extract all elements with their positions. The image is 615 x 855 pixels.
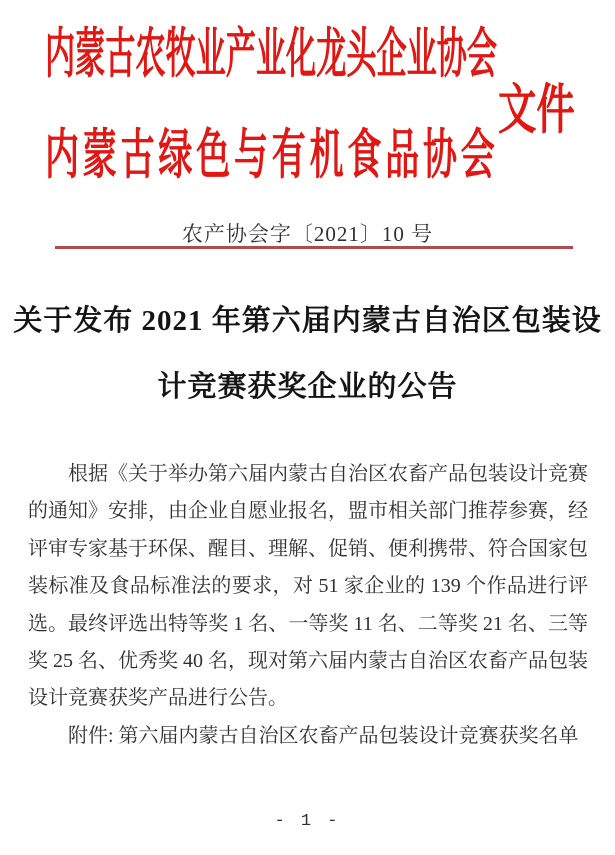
document-title bbox=[0, 288, 615, 420]
reference-number: 农产协会字〔2021〕10 号 bbox=[181, 222, 434, 246]
title-line-2: 计竞赛获奖企业的公告 bbox=[157, 371, 458, 403]
title-line-1: 关于发布 2021 年第六届内蒙古自治区包装设 bbox=[13, 305, 602, 337]
page-number: - 1 - bbox=[274, 812, 341, 831]
red-divider-line bbox=[55, 246, 573, 249]
issuer-name-primary: 内蒙古农牧业产业化龙头企业协会 bbox=[45, 24, 497, 84]
main-paragraph: 根据《关于举办第六届内蒙古自治区农畜产品包装设计竞赛的通知》安排，由企业自愿业报名，盟市相关部门推荐参赛，经评审专家基于环保、醒目、理解、促销、便利携带、符合国家包装标准及食品标准法的要求，对 51 家企业的 139 个作品进行评选。最终评选出特等奖 1 名、一等奖 11 名、二等奖 21 名、三等奖 25 名、优秀奖 40 名，现对第六届内蒙古自治区农畜产品包装设计竞赛获奖产品进行公告。 bbox=[28, 463, 588, 710]
issuer-name-secondary: 内蒙古绿色与有机食品协会 bbox=[45, 125, 499, 185]
document-label: 文件 bbox=[498, 80, 575, 140]
attachment-note: 附件: 第六届内蒙古自治区农畜产品包装设计竞赛获奖名单 bbox=[68, 724, 579, 747]
body-text bbox=[28, 456, 588, 755]
